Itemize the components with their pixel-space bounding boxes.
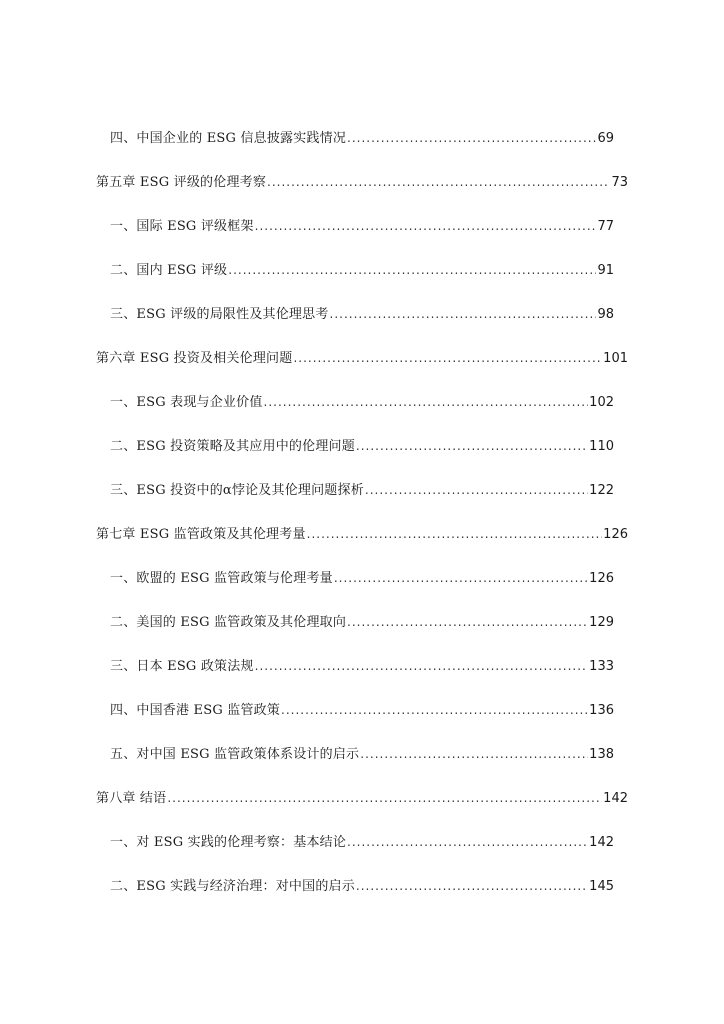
toc-leader-dots bbox=[255, 216, 597, 236]
toc-entry-title: 一、国际 ESG 评级框架 bbox=[110, 219, 254, 234]
toc-entry-title: 二、ESG 投资策略及其应用中的伦理问题 bbox=[110, 439, 355, 454]
toc-entry[interactable] bbox=[96, 612, 614, 656]
toc-leader-dots bbox=[267, 172, 610, 192]
toc-leader-dots bbox=[255, 656, 589, 676]
toc-page-number: 102 bbox=[589, 395, 614, 410]
toc-leader-dots bbox=[365, 480, 588, 500]
toc-leader-dots bbox=[356, 876, 588, 896]
toc-entry[interactable] bbox=[96, 480, 614, 524]
toc-entry[interactable] bbox=[96, 568, 614, 612]
toc-page-number: 126 bbox=[589, 571, 614, 586]
toc-leader-dots bbox=[347, 612, 588, 632]
toc-page-number: 142 bbox=[603, 791, 628, 806]
toc-leader-dots bbox=[347, 832, 588, 852]
toc-entry-title: 第七章 ESG 监管政策及其伦理考量 bbox=[96, 527, 306, 542]
toc-entry-title: 一、ESG 表现与企业价值 bbox=[110, 395, 263, 410]
toc-entry-title: 四、中国企业的 ESG 信息披露实践情况 bbox=[110, 131, 347, 146]
toc-leader-dots bbox=[167, 788, 602, 808]
toc-entry[interactable] bbox=[96, 128, 614, 172]
toc-entry-title: 一、对 ESG 实践的伦理考察：基本结论 bbox=[110, 835, 347, 850]
toc-page-number: 133 bbox=[589, 659, 614, 674]
toc-page-number: 122 bbox=[589, 483, 614, 498]
toc-page-number: 69 bbox=[597, 131, 614, 146]
toc-entry-title: 第六章 ESG 投资及相关伦理问题 bbox=[96, 351, 293, 366]
toc-page-number: 126 bbox=[603, 527, 628, 542]
toc-entry-title: 二、国内 ESG 评级 bbox=[110, 263, 228, 278]
toc-entry-title: 二、ESG 实践与经济治理：对中国的启示 bbox=[110, 879, 355, 894]
toc-entry[interactable] bbox=[96, 436, 614, 480]
toc-page-number: 73 bbox=[611, 175, 628, 190]
toc-entry-title: 四、中国香港 ESG 监管政策 bbox=[110, 703, 281, 718]
toc-leader-dots bbox=[347, 128, 596, 148]
toc-page-number: 129 bbox=[589, 615, 614, 630]
toc-chapter-entry[interactable] bbox=[96, 172, 628, 216]
toc-entry[interactable] bbox=[96, 744, 614, 788]
toc-entry-title: 三、ESG 投资中的α悖论及其伦理问题探析 bbox=[110, 483, 364, 498]
toc-page-number: 142 bbox=[589, 835, 614, 850]
toc-entry-title: 第五章 ESG 评级的伦理考察 bbox=[96, 175, 267, 190]
toc-entry[interactable] bbox=[96, 832, 614, 876]
toc-entry-title: 一、欧盟的 ESG 监管政策与伦理考量 bbox=[110, 571, 333, 586]
toc-entry-title: 三、日本 ESG 政策法规 bbox=[110, 659, 254, 674]
toc-leader-dots bbox=[307, 524, 603, 544]
toc-leader-dots bbox=[264, 392, 589, 412]
toc-entry[interactable] bbox=[96, 656, 614, 700]
toc-page-number: 91 bbox=[597, 263, 614, 278]
toc-chapter-entry[interactable] bbox=[96, 348, 628, 392]
toc-page-number: 145 bbox=[589, 879, 614, 894]
toc-page-number: 77 bbox=[597, 219, 614, 234]
toc-entry[interactable] bbox=[96, 700, 614, 744]
toc-leader-dots bbox=[293, 348, 602, 368]
toc-entry[interactable] bbox=[96, 304, 614, 348]
table-of-contents bbox=[96, 128, 636, 920]
toc-page-number: 136 bbox=[589, 703, 614, 718]
toc-leader-dots bbox=[228, 260, 596, 280]
toc-entry-title: 二、美国的 ESG 监管政策及其伦理取向 bbox=[110, 615, 347, 630]
toc-page-number: 110 bbox=[589, 439, 614, 454]
toc-leader-dots bbox=[356, 436, 588, 456]
toc-entry[interactable] bbox=[96, 216, 614, 260]
toc-page-number: 101 bbox=[603, 351, 628, 366]
toc-entry-title: 三、ESG 评级的局限性及其伦理思考 bbox=[110, 307, 329, 322]
toc-chapter-entry[interactable] bbox=[96, 524, 628, 568]
toc-page-number: 98 bbox=[597, 307, 614, 322]
toc-leader-dots bbox=[334, 568, 588, 588]
toc-entry[interactable] bbox=[96, 392, 614, 436]
toc-entry[interactable] bbox=[96, 876, 614, 920]
toc-entry-title: 五、对中国 ESG 监管政策体系设计的启示 bbox=[110, 747, 360, 762]
toc-entry[interactable] bbox=[96, 260, 614, 304]
toc-entry-title: 第八章 结语 bbox=[96, 791, 167, 806]
toc-page-number: 138 bbox=[589, 747, 614, 762]
toc-chapter-entry[interactable] bbox=[96, 788, 628, 832]
toc-leader-dots bbox=[330, 304, 597, 324]
toc-leader-dots bbox=[360, 744, 588, 764]
toc-leader-dots bbox=[281, 700, 588, 720]
